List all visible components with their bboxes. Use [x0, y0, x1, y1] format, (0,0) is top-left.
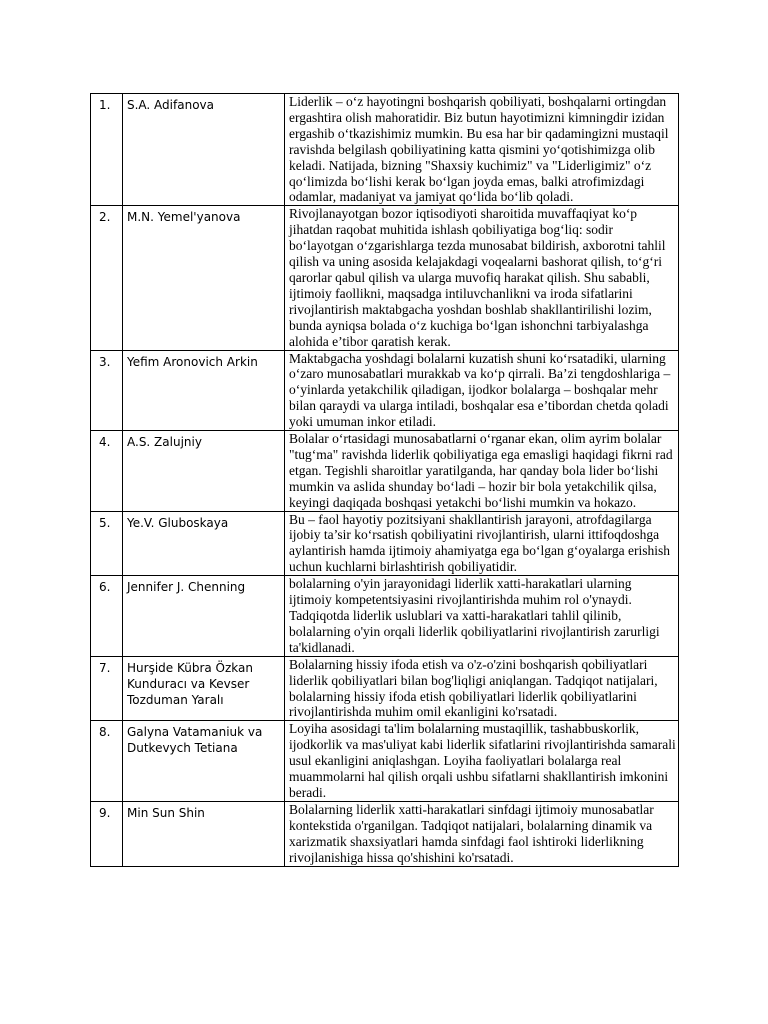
- definition-text: bolalarning o'yin jarayonidagi liderlik xatti-harakatlari ularning ijtimoiy kompetentsiyasini rivojlantirishda muhim rol o'ynaydi. Tadqiqotda liderlik uslublari va xatti-harakatlari tahlil qilinib, bolalarning o'yin orqali liderlik qobiliyatlarini rivojlantirish zarurligi ta'kidlanadi.: [285, 576, 679, 657]
- definition-text: Loyiha asosidagi ta'lim bolalarning mustaqillik, tashabbuskorlik, ijodkorlik va mas'uliyat kabi liderlik sifatlarini rivojlantirishda samarali usul ekanligini aniqlashgan. Loyiha faoliyatlari bolalarga real muammolarni hal qilish orqali ushbu sifatlarni shakllantirish imkonini beradi.: [285, 721, 679, 802]
- row-number: 3.: [91, 350, 123, 431]
- table-row: [91, 350, 679, 431]
- table-row: [91, 94, 679, 206]
- table-row: [91, 206, 679, 350]
- row-number: 5.: [91, 511, 123, 576]
- row-number: 1.: [91, 94, 123, 206]
- table-row: [91, 656, 679, 721]
- definition-text: Rivojlanayotgan bozor iqtisodiyoti sharoitida muvaffaqiyat ko‘p jihatdan raqobat muhitida ishlash qobiliyatiga bog‘liq: sodir bo‘layotgan o‘zgarishlarga tezda munosabat bildirish, axborotni tahlil qilish va uning asosida kelajakdagi voqealarni bashorat qilish, to‘g‘ri qarorlar qabul qilish va ularga muvofiq harakat qilish. Shu sababli, ijtimoiy faollikni, maqsadga intiluvchanlikni va iroda sifatlarini rivojlantirish maktabgacha yoshdan boshlab shakllantirilishi lozim, bunda ayniqsa bolada o‘z kuchiga bo‘lgan ishonchni tarbiyalashga alohida e’tibor qaratish kerak.: [285, 206, 679, 350]
- author-name: Ye.V. Gluboskaya: [123, 511, 285, 576]
- table-row: [91, 721, 679, 802]
- row-number: 7.: [91, 656, 123, 721]
- table-row: [91, 431, 679, 512]
- author-name: Yefim Aronovich Arkin: [123, 350, 285, 431]
- author-name: Jennifer J. Chenning: [123, 576, 285, 657]
- definition-text: Bolalarning hissiy ifoda etish va o'z-o'zini boshqarish qobiliyatlari liderlik qobiliyatlari bilan bog'liqligi aniqlangan. Tadqiqot natijalari, bolalarning hissiy ifoda etish qobiliyatlari liderlik qobiliyatlarini rivojlantirishda muhim omil ekanligini ko'rsatadi.: [285, 656, 679, 721]
- row-number: 6.: [91, 576, 123, 657]
- table-row: [91, 511, 679, 576]
- definition-text: Bolalar o‘rtasidagi munosabatlarni o‘rganar ekan, olim ayrim bolalar "tug‘ma" ravishda liderlik qobiliyatiga ega emasligi haqidagi fikrni rad etgan. Tegishli sharoitlar yaratilganda, har qanday bola lider bo‘lishi mumkin va aslida shunday bo‘ladi – hozir bir bola yetakchilik qilsa, keyingi daqiqada boshqasi yetakchi bo‘lishi mumkin va hokazo.: [285, 431, 679, 512]
- definition-text: Liderlik – o‘z hayotingni boshqarish qobiliyati, boshqalarni ortingdan ergashtira olish mahoratidir. Biz butun hayotimizni kimningdir izidan ergashib o‘tkazishimiz mumkin. Bu esa har bir qadamingizni mustaqil ravishda belgilash qobiliyatining katta qismini yo‘qotishimizga olib keladi. Natijada, bizning "Shaxsiy kuchimiz" va "Liderligimiz" o‘z qo‘limizda bo‘lishi kerak bo‘lgan joyda emas, balki atrofimizdagi odamlar, madaniyat va jamiyat qo‘lida bo‘lib qoladi.: [285, 94, 679, 206]
- author-name: A.S. Zalujniy: [123, 431, 285, 512]
- author-name: Galyna Vatamaniuk va Dutkevych Tetiana: [123, 721, 285, 802]
- definition-text: Bolalarning liderlik xatti-harakatlari sinfdagi ijtimoiy munosabatlar kontekstida o'rganilgan. Tadqiqot natijalari, bolalarning dinamik va xarizmatik shaxsiyatlari hamda sinfdagi faol ishtiroki liderlikning rivojlanishiga hissa qo'shishini ko'rsatadi.: [285, 801, 679, 866]
- definition-text: Maktabgacha yoshdagi bolalarni kuzatish shuni ko‘rsatadiki, ularning o‘zaro munosabatlari murakkab va ko‘p qirrali. Ba’zi tengdoshlariga – o‘yinlarda yetakchilik qiladigan, ijodkor bolalarga – boshqalar mehr bilan qaraydi va ularga intiladi, boshqalar esa e’tibordan chetda qoladi yoki umuman inkor etiladi.: [285, 350, 679, 431]
- author-name: Min Sun Shin: [123, 801, 285, 866]
- table-row: [91, 576, 679, 657]
- row-number: 9.: [91, 801, 123, 866]
- author-name: Hurşide Kübra Özkan Kunduracı va Kevser Tozduman Yaralı: [123, 656, 285, 721]
- authors-table: [90, 93, 679, 867]
- definition-text: Bu – faol hayotiy pozitsiyani shakllantirish jarayoni, atrofdagilarga ijobiy ta’sir ko‘rsatish qobiliyatini rivojlantirish, ularni ittifoqdoshga aylantirish hamda ijtimoiy ahamiyatga ega bo‘lgan g‘oyalarga erishish uchun kuchlarni birlashtirish qobiliyatidir.: [285, 511, 679, 576]
- row-number: 2.: [91, 206, 123, 350]
- author-name: S.A. Adifanova: [123, 94, 285, 206]
- row-number: 8.: [91, 721, 123, 802]
- author-name: M.N. Yemel'yanova: [123, 206, 285, 350]
- row-number: 4.: [91, 431, 123, 512]
- table-row: [91, 801, 679, 866]
